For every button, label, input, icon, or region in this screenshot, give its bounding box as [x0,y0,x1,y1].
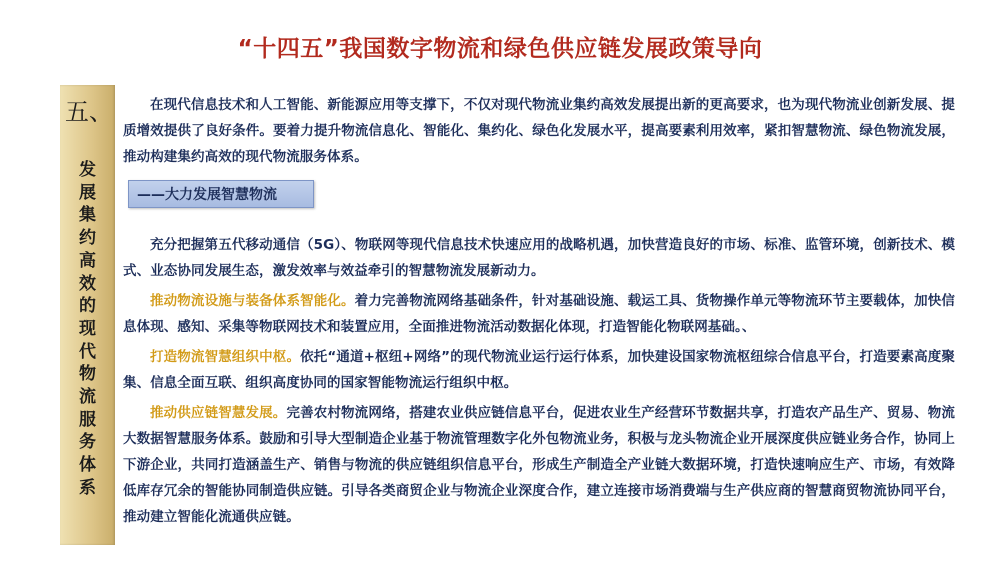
intro-paragraph: 在现代信息技术和人工智能、新能源应用等支撑下，不仅对现代物流业集约高效发展提出新的更高要求，也为现代物流业创新发展、提质增效提供了良好条件。要着力提升物流信息化、智能化、集约化、绿色化发展水平，提高要素利用效率，紧扣智慧物流、绿色物流发展，推动构建集约高效的现代物流服务体系。 [123,97,955,165]
item-paragraph-2 [123,344,955,396]
subheading-box: ——大力发展智慧物流 [128,180,314,208]
page-title: “十四五”我国数字物流和绿色供应链发展政策导向 [237,36,763,62]
section-number: 五、 [65,98,113,126]
item-lead-2: 打造物流智慧组织中枢。 [150,349,301,365]
section-heading-vertical [60,159,115,500]
main-paragraph: 充分把握第五代移动通信（5G）、物联网等现代信息技术快速应用的战略机遇，加快营造良好的市场、标准、监管环境，创新技术、模式、业态协同发展生态，激发效率与效益牵引的智慧物流发展新动力。 [123,237,955,279]
item-lead-1: 推动物流设施与装备体系智能化。 [150,293,355,309]
item-text-2: 依托“通道+枢纽+网络”的现代物流业运行运行体系，加快建设国家物流枢纽综合信息平台，打造要素高度聚集、信息全面互联、组织高度协同的国家智能物流运行组织中枢。 [123,349,955,391]
section-heading-text: 发展集约高效的现代物流服务体系 [79,160,96,498]
item-paragraph-1 [123,288,955,340]
item-text-3: 完善农村物流网络，搭建农业供应链信息平台，促进农业生产经营环节数据共享，打造农产品生产、贸易、物流大数据智慧服务体系。鼓励和引导大型制造企业基于物流管理数字化外包物流业务，积极与龙头物流企业开展深度供应链业务合作，协同上下游企业，共同打造涵盖生产、销售与物流的供应链组织信息平台，形成生产制造全产业链大数据环境，打造快速响应生产、市场，有效降低库存冗余的智能协同制造供应链。引导各类商贸企业与物流企业深度合作，建立连接市场消费端与生产供应商的智慧商贸物流协同平台，推动建立智能化流通供应链。 [123,405,955,525]
item-paragraph-3 [123,400,955,530]
item-lead-3: 推动供应链智慧发展。 [150,405,287,421]
item-text-1: 着力完善物流网络基础条件，针对基础设施、载运工具、货物操作单元等物流环节主要载体，加快信息体现、感知、采集等物联网技术和装置应用，全面推进物流活动数据化体现，打造智能化物联网基础。、 [123,293,955,335]
